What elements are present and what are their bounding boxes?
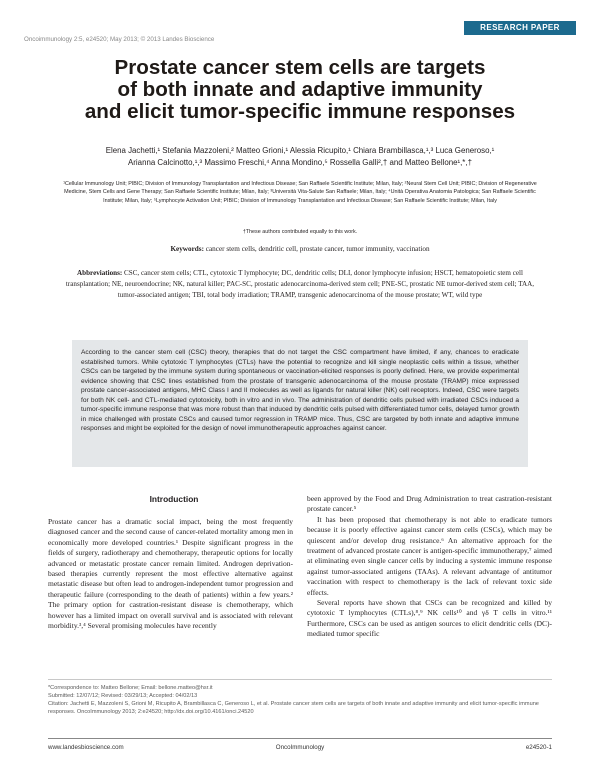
title-line: of both innate and adaptive immunity xyxy=(117,78,483,101)
author-line: Elena Jachetti,¹ Stefania Mazzoleni,² Matteo Grioni,¹ Alessia Ricupito,¹ Chiara Brambillasca,¹,³ Luca Generoso,¹ xyxy=(105,146,495,155)
abstract-box: According to the cancer stem cell (CSC) theory, therapies that do not target the CSC compartment have limited, if any, chances to eradicate established tumors. While cytotoxic T lymphocytes (CTLs) have the potential to recognize and kill single neoplastic cells within a tissue, whether CSCs can be targeted by the immune system during spontaneous or vaccination-elicited responses is poorly defined. Here, we provide experimental evidence showing that CSC lines established from the prostate of transgenic adenocarcinoma of the mouse prostate (TRAMP) mice expressed prostate cancer-associated antigens, MHC Class I and II molecules as well as ligands for natural killer (NK) cell receptors. Indeed, CSC were targets for both NK cell- and CTL-mediated cytotoxicity, both in vitro and in vivo. The administration of dendritic cells pulsed with irradiated CSCs induced a tumor-specific immune response that was more robust than that induced by dendritic cells pulsed with differentiated tumor cells, delayed tumor growth in mice challenged with prostate CSCs and caused tumor regression in TRAMP mice. Thus, CSC are targeted by both innate and adaptive immune responses and might be exploited for the design of novel immunotherapeutic approaches against cancer. xyxy=(72,340,528,467)
equal-contribution-note: †These authors contributed equally to this work. xyxy=(242,229,358,235)
body-paragraph: It has been proposed that chemotherapy is not able to eradicate tumors because it is poorly effective against cancer stem cells (CSCs), which may be quiescent and/or develop drug resistance.⁶ An alternative approach for the treatment of advanced prostate cancer is antigen-specific immunotherapy,⁷ aimed at eliminating even single cancer cells by inducing a systemic immune response against tumor-associated antigens (TAAs). A relevant advantage of antitumor vaccination with respect to chemotherapy is the lack of relevant toxic side effects. xyxy=(307,514,552,597)
dates-footnote: Submitted: 12/07/12; Revised: 03/29/13; Accepted: 04/02/13 xyxy=(48,693,198,699)
abbreviations xyxy=(60,268,540,301)
footnote-divider xyxy=(48,679,552,680)
title-line: and elicit tumor-specific immune responses xyxy=(84,100,516,123)
footer-divider xyxy=(48,738,552,739)
footnotes xyxy=(48,684,552,716)
article-title xyxy=(48,57,552,123)
body-column-left xyxy=(48,517,293,631)
article-type-badge: RESEARCH PAPER xyxy=(464,21,576,35)
journal-citation-line: Oncoimmunology 2:5, e24520; May 2013; © 2013 Landes Bioscience xyxy=(24,36,215,43)
author-line: Arianna Calcinotto,¹,³ Massimo Freschi,⁴ Anna Mondino,⁵ Rossella Galli²,† and Matteo Bellone¹,*,† xyxy=(128,158,472,167)
citation-footnote: Citation: Jachetti E, Mazzoleni S, Grioni M, Ricupito A, Brambillasca C, Generoso L, et al. Prostate cancer stem cells are targets of both innate and adaptive immunity and elicit tumor-specific immune responses. OncoImmunology 2013; 2:e24520; http://dx.doi.org/10.4161/onci.24520 xyxy=(48,701,539,715)
keywords-label: Keywords: xyxy=(170,245,204,253)
body-paragraph: been approved by the Food and Drug Administration to treat castration-resistant prostate cancer.⁵ xyxy=(307,494,552,514)
correspondence-footnote: *Correspondence to: Matteo Bellone; Email: bellone.matteo@hsr.it xyxy=(48,685,213,691)
body-column-right xyxy=(307,494,552,640)
author-list xyxy=(78,145,522,169)
footer-website-link[interactable]: www.landesbioscience.com xyxy=(48,744,124,751)
body-paragraph: Prostate cancer has a dramatic social impact, being the most frequently diagnosed cancer and the second cause of cancer-related mortality among men in economically more developed countries.¹ Despite significant progress in the fields of surgery, radiotherapy and chemotherapy, therapeutic options for locally advanced or metastatic prostate cancer remain limited. Androgen deprivation-based therapies currently represent the most effective alternative against metastatic disease but often lead to androgen-independent tumor progression and therapeutic failure (corresponding to the death of patients) within a few years.² The primary option for castration-resistant disease is chemotherapy, which however has a limited impact on overall survival and is associated with relevant morbidity.³,⁴ Several promising molecules have recently xyxy=(48,517,293,631)
affiliations: ¹Cellular Immunology Unit; PIBIC; Division of Immunology Transplantation and Infectious Disease; San Raffaele Scientific Institute; Milan, Italy; ²Neural Stem Cell Unit; PIBIC; Division of Regenerative Medicine, Stem Cells and Gene Therapy; San Raffaele Scientific Institute; Milan, Italy; ³Università Vita-Salute San Raffaele; Milan, Italy; ⁴Unità Operativa Anatomia Patologica; San Raffaele Scientific Institute; Milan, Italy; ⁵Lymphocyte Activation Unit; PIBIC; Division of Immunology Transplantation and Infectious Disease; San Raffaele Scientific Institute; Milan, Italy xyxy=(63,181,537,204)
keywords-text: cancer stem cells, dendritic cell, prostate cancer, tumor immunity, vaccination xyxy=(205,245,430,253)
body-paragraph: Several reports have shown that CSCs can be recognized and killed by cytotoxic T lymphocytes (CTLs),⁸,⁹ NK cells¹⁰ and γδ T cells in vitro.¹¹ Furthermore, CSCs can be used as antigen sources to elicit dendritic cells (DC)-mediated tumor specific xyxy=(307,598,552,639)
footer-page-number: e24520-1 xyxy=(525,744,552,751)
footer-journal-name: OncoImmunology xyxy=(275,744,325,751)
keywords xyxy=(60,245,540,253)
title-line: Prostate cancer stem cells are targets xyxy=(114,56,486,79)
abbreviations-label: Abbreviations: xyxy=(77,269,123,277)
section-heading-introduction: Introduction xyxy=(149,494,199,504)
page-footer xyxy=(48,744,552,754)
abbreviations-text: CSC, cancer stem cells; CTL, cytotoxic T lymphocyte; DC, dendritic cells; DLI, donor lymphocyte infusion; HSCT, hematopoietic stem cell transplantation; NE, neuroendocrine; NK, natural killer; PAC-SC, prostatic adenocarcinoma-derived stem cell; PNE-SC, prostatic NE tumor-derived stem cell; TAA, tumor-associated antigen; TBI, total body irradiation; TRAMP, transgenic adenocarcinoma of the mouse prostate; WT, wild type xyxy=(65,269,535,299)
